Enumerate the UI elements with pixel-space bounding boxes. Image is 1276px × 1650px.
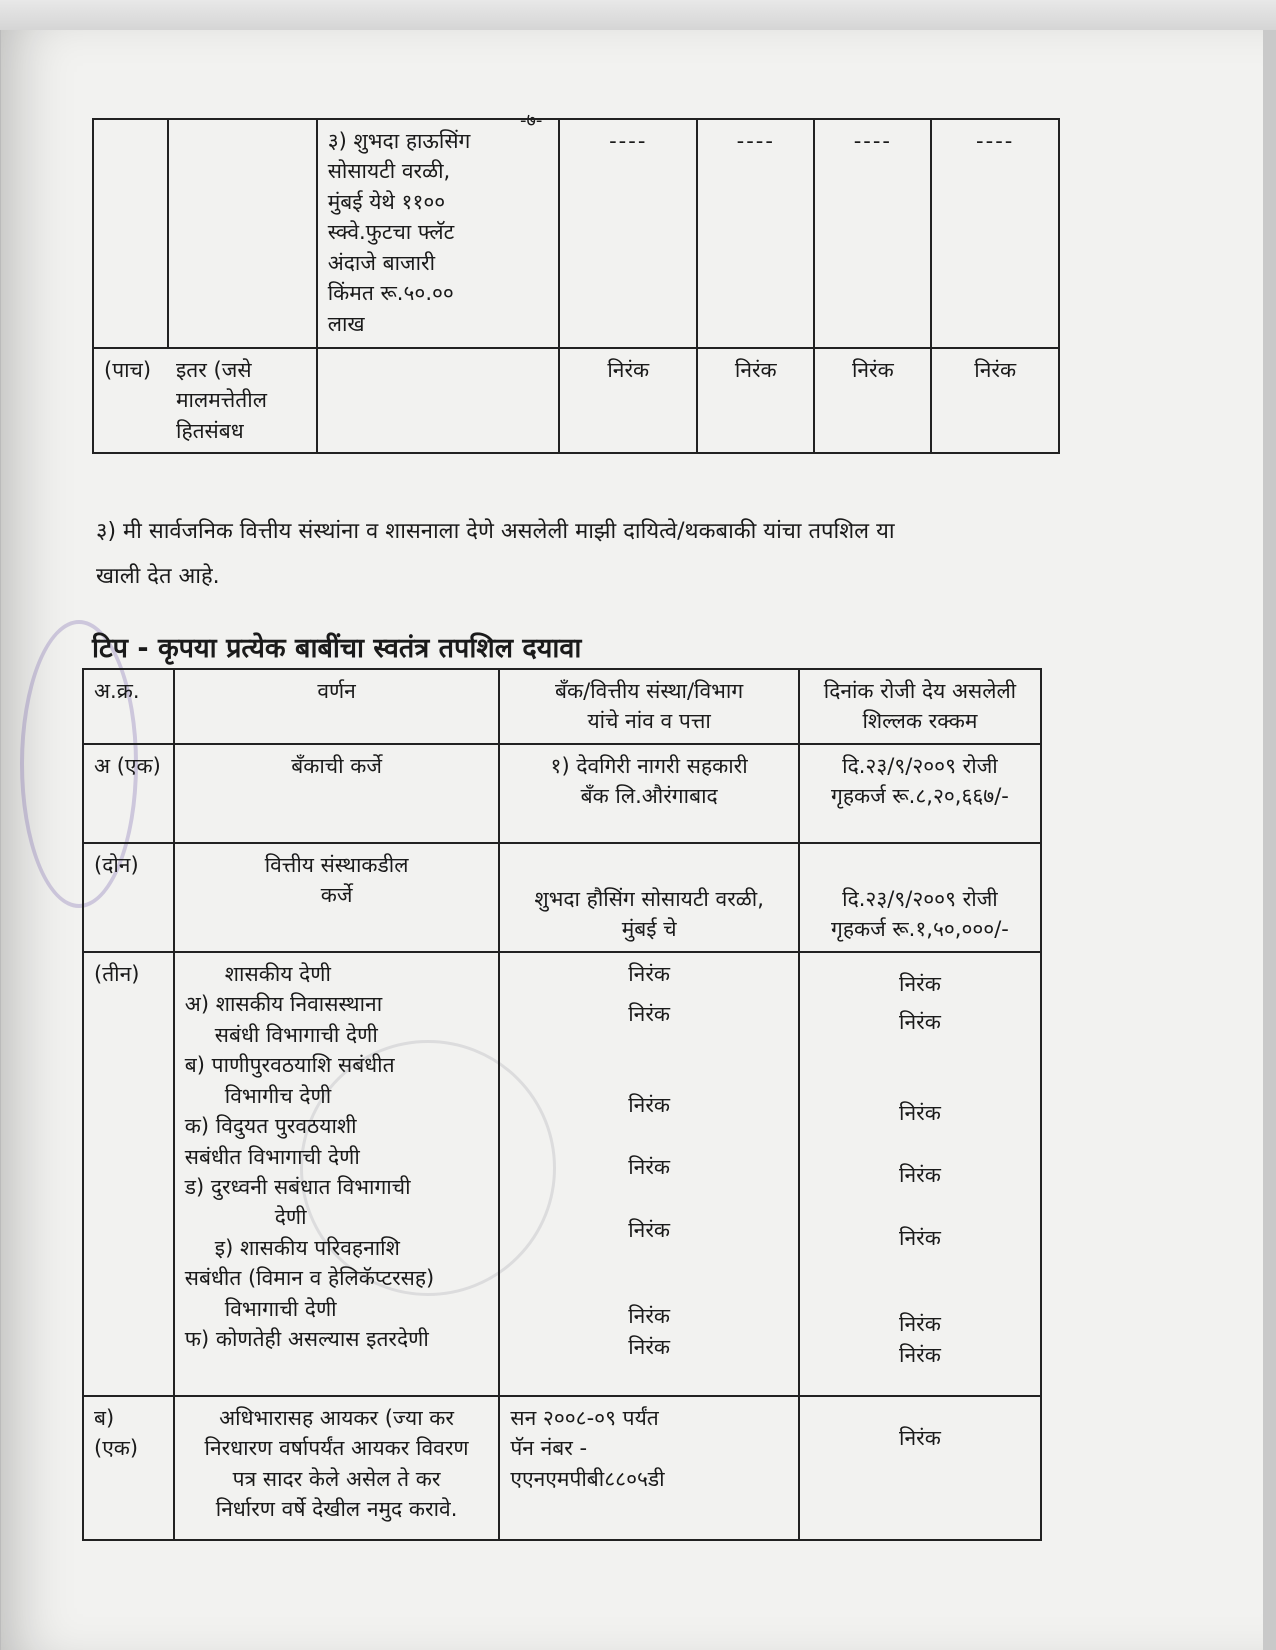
serial-number: (पाच) [104,358,152,382]
liabilities-paragraph-line-1: ३) मी सार्वजनिक वित्तीय संस्थांना व शासनाला देणे असलेली माझी दायित्वे/थकबाकी यांचा तपशिल या [96,519,895,544]
header-amount: दिनांक रोजी देय असलेली शिल्लक रक्कम [799,669,1041,744]
table-row: (तीन) शासकीय देणी अ) शासकीय निवासस्थाना सबंधी विभागाची देणी ब) पाणीपुरवठयाशि सबंधीत विभागीच देणी क) विदुयत पुरवठयाशी सबंधीत विभागाची देणी ड) दुरध्वनी सबंधात विभागाची देणी इ) शासकीय परिवहनाशि सबंधीत (विमान व हेलिकॅप्टरसह) विभागाची देणी फ) कोणतेही असल्यास इतरदेणी निरंक निरंक निरंक निरंक निरंक निरंक निरंक निरंक निरंक निरंक निरंक निरंक निरंक निरंक [83,952,1041,1396]
header-bank: बँक/वित्तीय संस्था/विभाग यांचे नांव व पत्ता [499,669,799,744]
liabilities-table [82,668,1042,1541]
serial-number: (दोन) [83,843,174,952]
header-serial: अ.क्र. [83,669,174,744]
page-edge [0,0,1276,30]
table-row: ३) शुभदा हाऊसिंग सोसायटी वरळी, मुंबई येथे ११०० स्क्वे.फुटचा फ्लॅट अंदाजे बाजारी किंमत रू.५०.०० लाख ---- ---- ---- ---- [93,119,1059,348]
serial-number: अ (एक) [83,744,174,843]
table-header-row [83,669,1041,744]
page-number: -७- [520,110,543,131]
government-dues-list: शासकीय देणी अ) शासकीय निवासस्थाना सबंधी विभागाची देणी ब) पाणीपुरवठयाशि सबंधीत विभागीच देणी क) विदुयत पुरवठयाशी सबंधीत विभागाची देणी ड) दुरध्वनी सबंधात विभागाची देणी इ) शासकीय परिवहनाशि सबंधीत (विमान व हेलिकॅप्टरसह) विभागाची देणी फ) कोणतेही असल्यास इतरदेणी [174,952,500,1396]
assets-table [92,118,1060,454]
header-description: वर्णन [174,669,500,744]
serial-number: ब) (एक) [83,1396,174,1540]
liabilities-paragraph-line-2: खाली देत आहे. [96,564,220,589]
table-row: ब) (एक) अधिभारासह आयकर (ज्या कर निरधारण वर्षापर्यंत आयकर विवरण पत्र सादर केले असेल ते कर निर्धारण वर्षे देखील नमुद करावे. सन २००८-०९ पर्यंत पॅन नंबर - एएनएमपीबी८८०५डी निरंक [83,1396,1041,1540]
table-row: (दोन) वित्तीय संस्थाकडील कर्जे शुभदा हौसिंग सोसायटी वरळी, मुंबई चे दि.२३/९/२००९ रोजी गृहकर्ज रू.१,५०,०००/- [83,843,1041,952]
table-row: अ (एक) बँकाची कर्जे १) देवगिरी नागरी सहकारी बँक लि.औरंगाबाद दि.२३/९/२००९ रोजी गृहकर्ज रू.८,२०,६६७/- [83,744,1041,843]
serial-number: (तीन) [83,952,174,1396]
note-heading: टिप - कृपया प्रत्येक बाबींचा स्वतंत्र तपशिल दयावा [92,633,582,664]
table-row: (पाच) इतर (जसे मालमत्तेतील हितसंबध निरंक निरंक निरंक निरंक [93,348,1059,453]
asset-description: ३) शुभदा हाऊसिंग सोसायटी वरळी, मुंबई येथे ११०० स्क्वे.फुटचा फ्लॅट अंदाजे बाजारी किंमत रू.५०.०० लाख [317,119,560,348]
